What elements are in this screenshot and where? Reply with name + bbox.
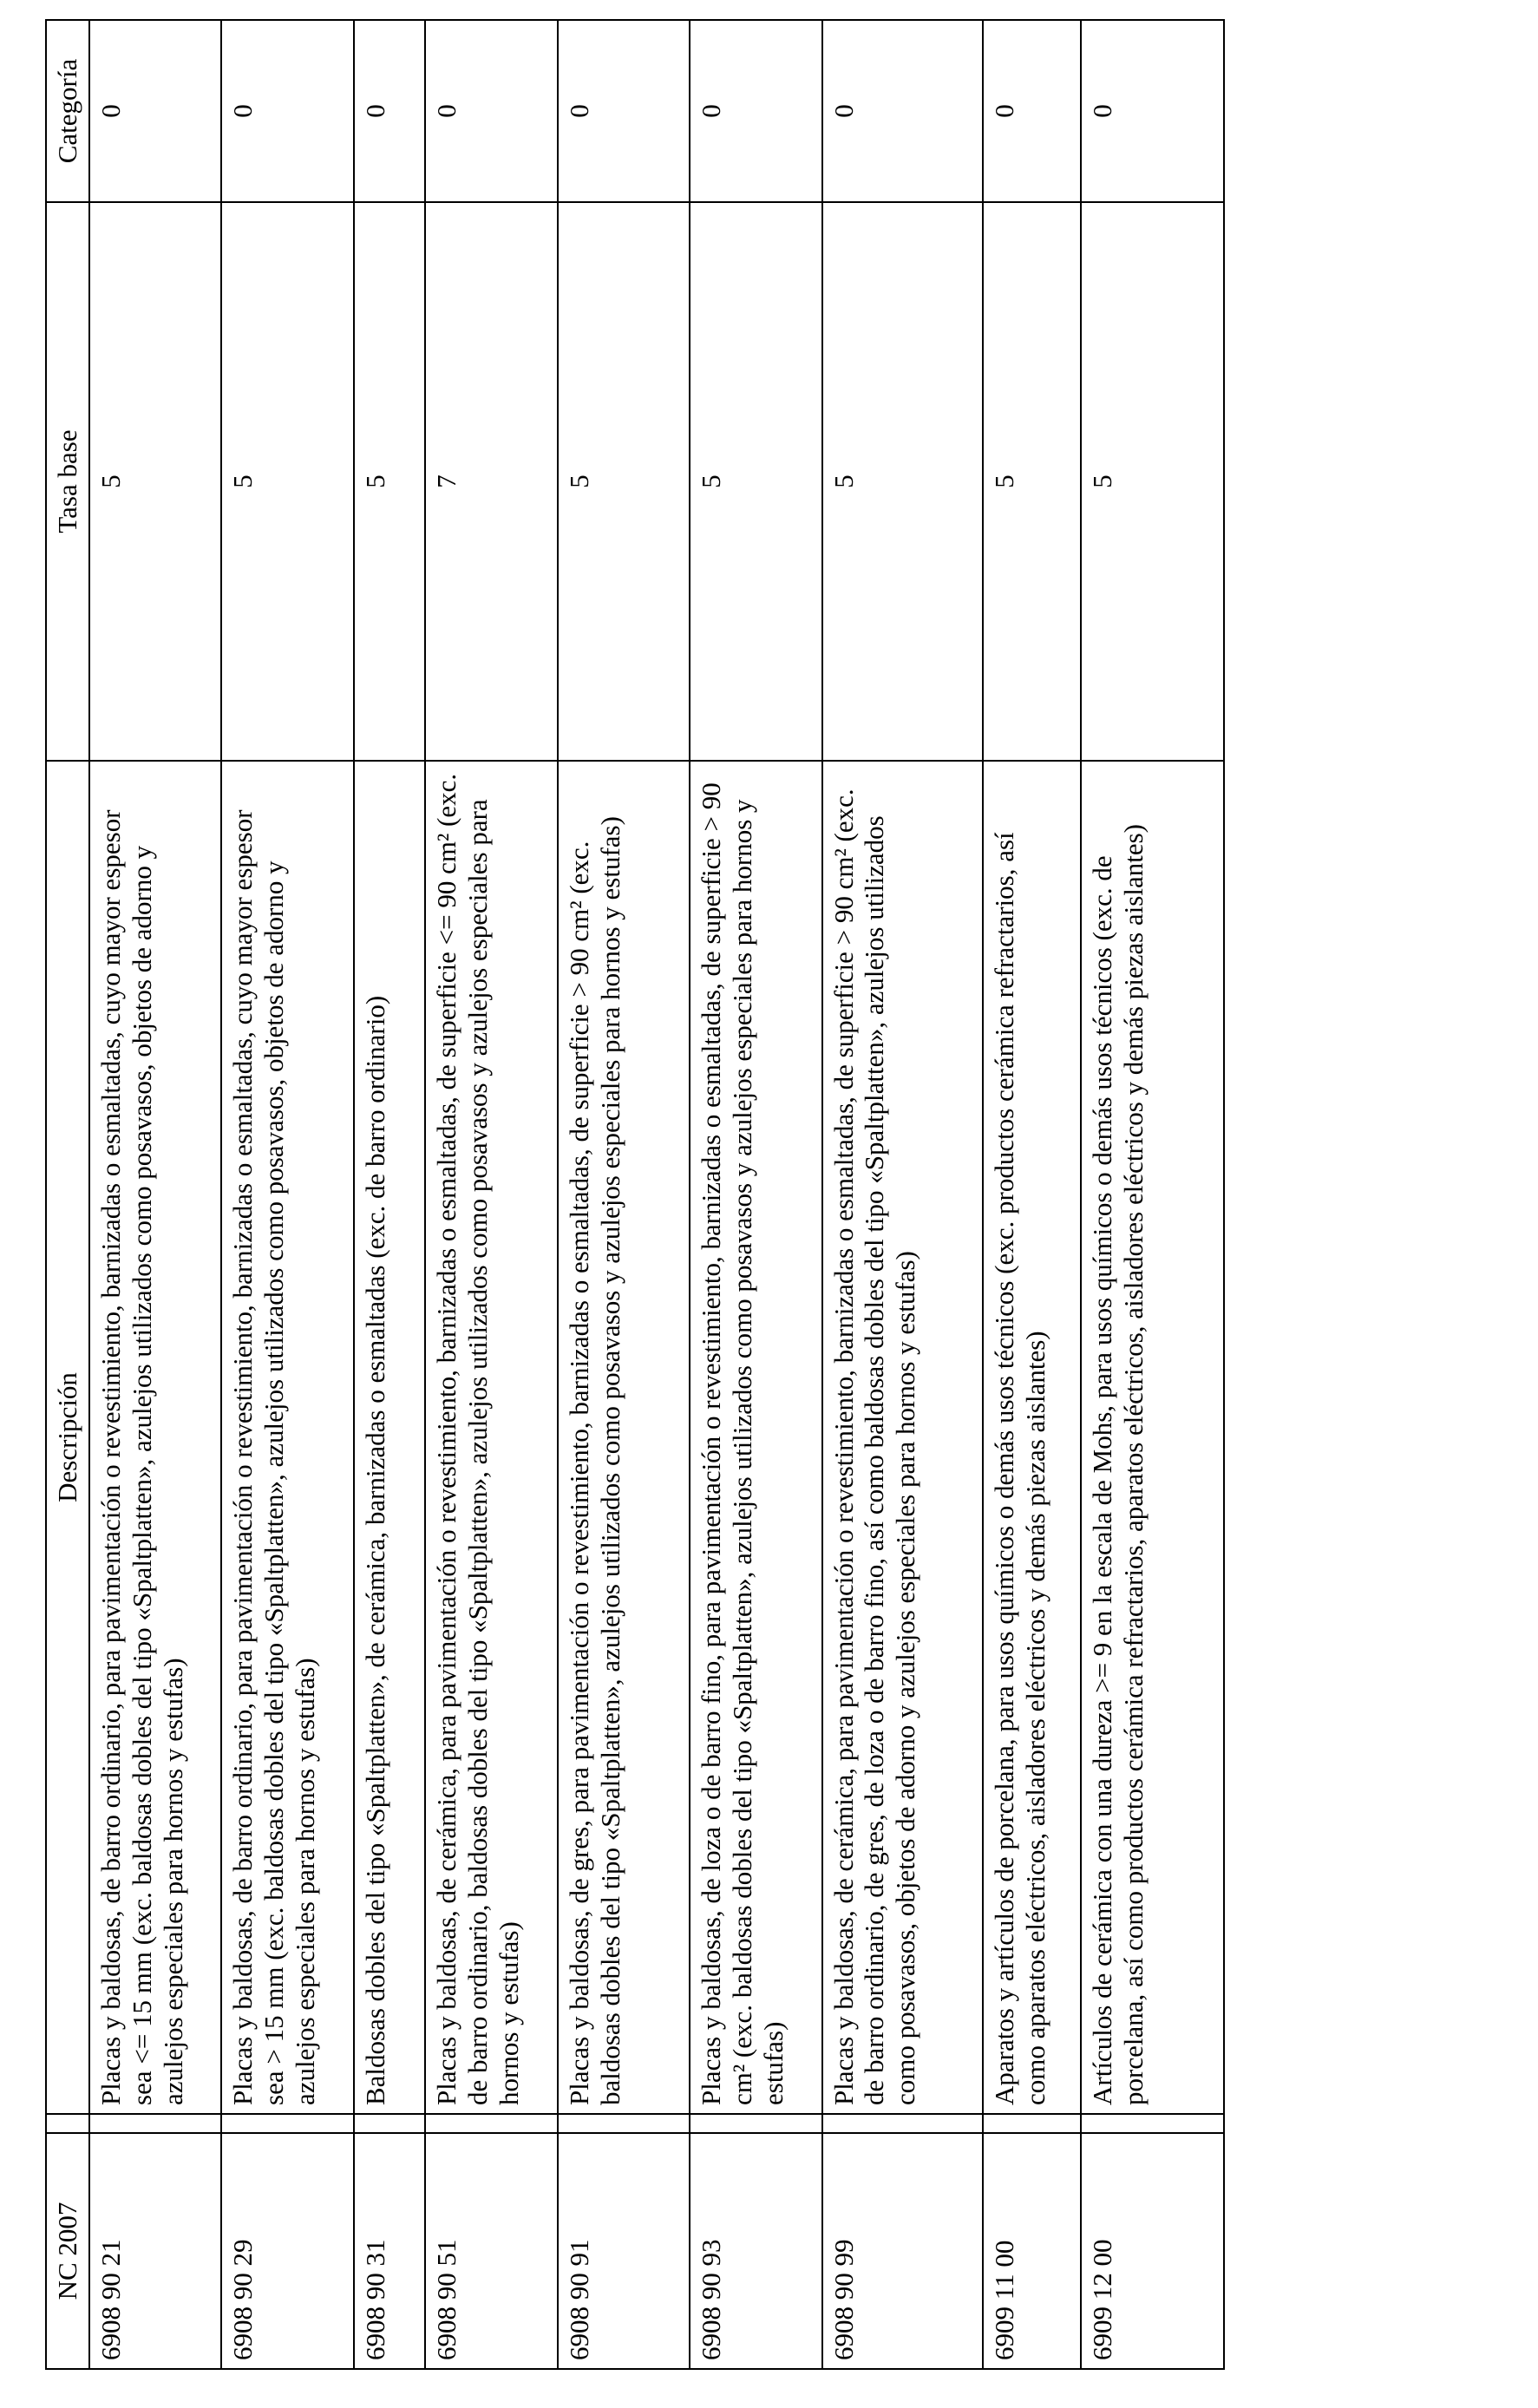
gap-cell [558, 2114, 690, 2133]
table-row [89, 20, 221, 2369]
description-cell: Baldosas dobles del tipo «Spaltplatten», de cerámica, barnizadas o esmaltadas (exc. de barro ordinario) [354, 761, 425, 2114]
base-rate-cell: 5 [1081, 202, 1224, 761]
description-cell: Placas y baldosas, de barro ordinario, para pavimentación o revestimiento, barnizadas o esmaltadas, cuyo mayor espesor sea <= 15 mm (exc. baldosas dobles del tipo «Spaltplatten», azulejos utilizados como posavasos, objetos de adorno y azulejos especiales para hornos y estufas) [89, 761, 221, 2114]
table-row [425, 20, 557, 2369]
table-body [89, 20, 1224, 2369]
tariff-table [45, 19, 1225, 2370]
gap-cell [983, 2114, 1081, 2133]
category-cell: 0 [354, 20, 425, 202]
rotated-table-wrapper [45, 21, 1225, 2370]
code-cell: 6909 11 00 [983, 2133, 1081, 2369]
gap-cell [822, 2114, 983, 2133]
code-cell: 6908 90 31 [354, 2133, 425, 2369]
category-cell: 0 [690, 20, 821, 202]
table-row [558, 20, 690, 2369]
category-cell: 0 [822, 20, 983, 202]
description-cell: Placas y baldosas, de loza o de barro fino, para pavimentación o revestimiento, barnizadas o esmaltadas, de superficie > 90 cm² (exc. baldosas dobles del tipo «Spaltplatten», azulejos utilizados como posavasos y azulejos especiales para hornos y estufas) [690, 761, 821, 2114]
code-cell: 6908 90 29 [221, 2133, 353, 2369]
header-category: Categoría [46, 20, 89, 202]
table-row [690, 20, 821, 2369]
code-cell: 6908 90 91 [558, 2133, 690, 2369]
category-cell: 0 [1081, 20, 1224, 202]
table-header [46, 20, 89, 2369]
header-code: NC 2007 [46, 2133, 89, 2369]
gap-cell [354, 2114, 425, 2133]
description-cell: Placas y baldosas, de cerámica, para pavimentación o revestimiento, barnizadas o esmaltadas, de superficie > 90 cm² (exc. de barro ordinario, de gres, de loza o de barro fino, así como baldosas dobles del tipo «Spaltplatten», azulejos utilizados como posavasos, objetos de adorno y azulejos especiales para hornos y estufas) [822, 761, 983, 2114]
code-cell: 6908 90 93 [690, 2133, 821, 2369]
base-rate-cell: 5 [690, 202, 821, 761]
category-cell: 0 [425, 20, 557, 202]
base-rate-cell: 7 [425, 202, 557, 761]
base-rate-cell: 5 [983, 202, 1081, 761]
gap-cell [1081, 2114, 1224, 2133]
table-row [354, 20, 425, 2369]
gap-cell [690, 2114, 821, 2133]
description-cell: Placas y baldosas, de barro ordinario, para pavimentación o revestimiento, barnizadas o esmaltadas, cuyo mayor espesor sea > 15 mm (exc. baldosas dobles del tipo «Spaltplatten», azulejos utilizados como posavasos, objetos de adorno y azulejos especiales para hornos y estufas) [221, 761, 353, 2114]
category-cell: 0 [89, 20, 221, 202]
gap-cell [89, 2114, 221, 2133]
code-cell: 6908 90 21 [89, 2133, 221, 2369]
header-row [46, 20, 89, 2369]
base-rate-cell: 5 [89, 202, 221, 761]
gap-cell [425, 2114, 557, 2133]
base-rate-cell: 5 [822, 202, 983, 761]
description-cell: Aparatos y artículos de porcelana, para usos químicos o demás usos técnicos (exc. productos cerámica refractarios, así como aparatos eléctricos, aisladores eléctricos y demás piezas aislantes) [983, 761, 1081, 2114]
category-cell: 0 [558, 20, 690, 202]
category-cell: 0 [983, 20, 1081, 202]
table-row [221, 20, 353, 2369]
code-cell: 6908 90 51 [425, 2133, 557, 2369]
description-cell: Placas y baldosas, de cerámica, para pavimentación o revestimiento, barnizadas o esmaltadas, de superficie <= 90 cm² (exc. de barro ordinario, baldosas dobles del tipo «Spaltplatten», azulejos utilizados como posavasos y azulejos especiales para hornos y estufas) [425, 761, 557, 2114]
description-cell: Artículos de cerámica con una dureza >= 9 en la escala de Mohs, para usos químicos o demás usos técnicos (exc. de porcelana, así como productos cerámica refractarios, aparatos eléctricos, aisladores eléctricos y demás piezas aislantes) [1081, 761, 1224, 2114]
base-rate-cell: 5 [558, 202, 690, 761]
base-rate-cell: 5 [354, 202, 425, 761]
base-rate-cell: 5 [221, 202, 353, 761]
code-cell: 6908 90 99 [822, 2133, 983, 2369]
category-cell: 0 [221, 20, 353, 202]
code-cell: 6909 12 00 [1081, 2133, 1224, 2369]
header-gap [46, 2114, 89, 2133]
table-row [822, 20, 983, 2369]
table-row [1081, 20, 1224, 2369]
header-description: Descripción [46, 761, 89, 2114]
gap-cell [221, 2114, 353, 2133]
header-base-rate: Tasa base [46, 202, 89, 761]
table-row [983, 20, 1081, 2369]
description-cell: Placas y baldosas, de gres, para pavimentación o revestimiento, barnizadas o esmaltadas, de superficie > 90 cm² (exc. baldosas dobles del tipo «Spaltplatten», azulejos utilizados como posavasos y azulejos especiales para hornos y estufas) [558, 761, 690, 2114]
